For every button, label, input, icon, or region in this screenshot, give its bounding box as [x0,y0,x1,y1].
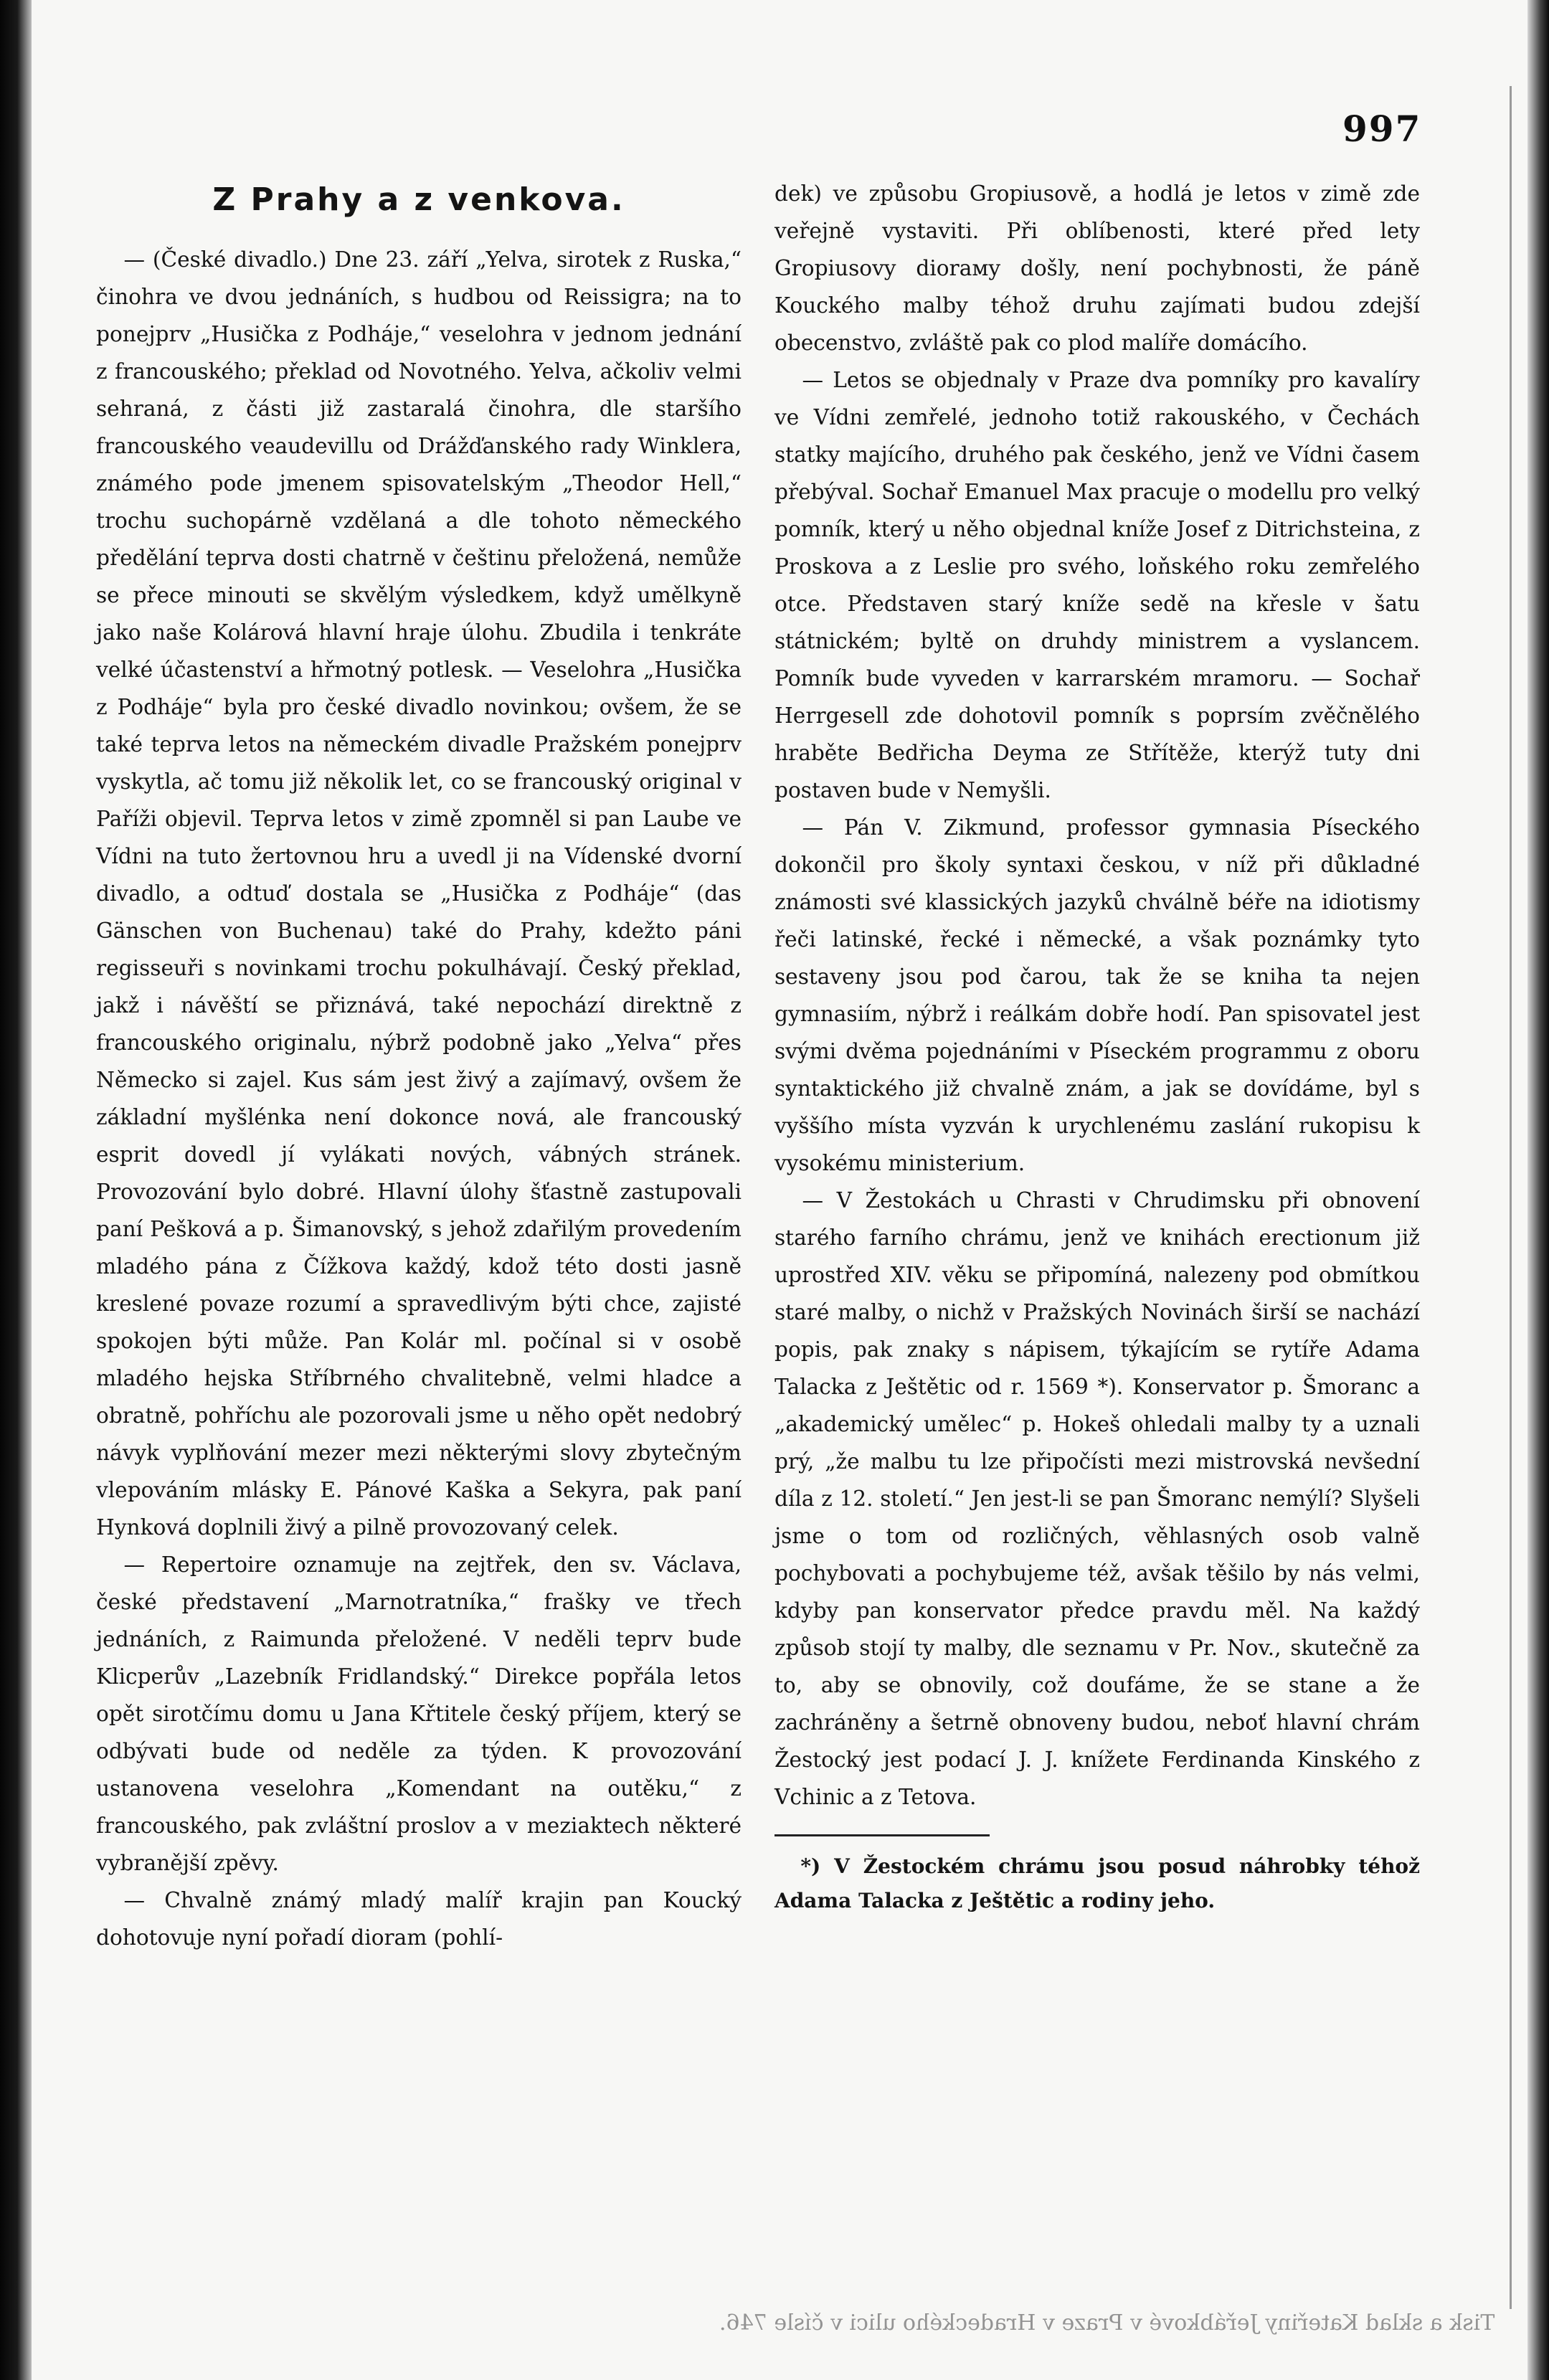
section-title: Z Prahy a z venkova. [212,181,625,218]
right-column [774,175,1420,1918]
scan-left-edge [0,0,32,2380]
article-repertoire: — Repertoire oznamuje na zejtřek, den sv. Václava, české představení „Marnotratníka,“ frašky ve třech jednáních, z Raimunda přeložené. V neděli teprv bude Klicperův „Lazebník Fridlandský.“ Direkce popřála letos opět sirotčímu domu u Jana Křtitele český příjem, který se odbývati bude od neděle za týden. K provozování ustanovena veselohra „Komendant na outěku,“ z francouského, pak zvláštní proslov a v meziaktech některé vybranější zpěvy. [96,1552,742,1875]
article-zestoky: — V Žestokách u Chrasti v Chrudimsku při obnovení starého farního chrámu, jenž ve knihách erectionum již uprostřed XIV. věku se připomíná, nalezeny pod obmítkou staré malby, o nichž v Pražských Novinách širší se nachází popis, pak znaky s nápisem, týkajícím se rytíře Adama Talacka z Ještětic od r. 1569 *). Konservator p. Šmoranc a „akademický umělec“ p. Hokeš ohledali malby ty a uznali prý, „že malbu tu lze připočísti mezi mistrovská nevšední díla z 12. století.“ Jen jest-li se pan Šmoranc nemýlí? Slyšeli jsme o tom od rozličných, věhlasných osob valně pochybovati a pochybujeme též, avšak těšilo by nás velmi, kdyby pan konservator předce pravdu měl. Na každý způsob stojí ty malby, dle seznamu v Pr. Nov., skutečně za to, aby se obnovily, což doufáme, že se stane a že zachráněny a šetrně obnoveny budou, neboť hlavní chrám Žestocký jest podací J. J. knížete Ferdinanda Kinského z Vchinic a z Tetova. [774,1188,1420,1809]
article-zikmund: — Pán V. Zikmund, professor gymnasia Píseckého dokončil pro školy syntaxi českou, v níž při důkladné známosti své klassických jazyků chválně béře na idiotismy řeči latinské, řecké i německé, a však poznámky tyto sestaveny jsou pod čarou, tak že se kniha ta nejen gymnasiím, nýbrž i reálkám dobře hodí. Pan spisovatel jest svými dvěma pojednáními v Píseckém programmu z oboru syntaktického již chvalně znám, a jak se dovídáme, byl s vyššího místa vyzván k urychlenému zaslání rukopisu k vysokému ministerium. [774,815,1420,1175]
scan-right-edge [1527,0,1549,2380]
footnote: *) V Žestockém chrámu jsou posud náhrobky téhož Adama Talacka z Ještětic a rodiny jeho. [774,1854,1420,1912]
article-divadlo: — (České divadlo.) Dne 23. září „Yelva, sirotek z Ruska,“ činohra ve dvou jednáních, s hudbou od Reissigra; na to ponejprv „Husička z Podháje,“ veselohra v jednom jednání z francouského; překlad od Novotného. Yelva, ačkoliv velmi sehraná, z části již zastaralá činohra, dle staršího francouského veaudevillu od Drážďanského rady Winklera, známého pode jmenem spisovatelským „Theodor Hell,“ trochu suchopárně vzdělaná a dle tohoto německého předělání teprva dosti chatrně v češtinu přeložená, nemůže se přece minouti se skvělým výsledkem, když umělkyně jako naše Kolárová hlavní hraje úlohu. Zbudila i tenkráte velké účastenství a hřmotný potlesk. — Veselohra „Husička z Podháje“ byla pro české divadlo novinkou; ovšem, že se také teprva letos na německém divadle Pražském ponejprv vyskytla, ač tomu již několik let, co se francouský original v Paříži objevil. Teprva letos v zimě zpomněl si pan Laube ve Vídni na tuto žertovnou hru a uvedl ji na Vídenské dvorní divadlo, a odtuď dostala se „Husička z Podháje“ (das Gänschen von Buchenau) také do Prahy, kdežto páni regisseuři s novinkami trochu pokulhávají. Český překlad, jakž i návěští se přiznává, také nepochází direktně z francouského originalu, nýbrž podobně jako „Yelva“ přes Německo si zajel. Kus sám jest živý a zajímavý, ovšem že základní myšlénka není dokonce nová, ale francouský esprit dovedl jí vylákati nových, vábných stránek. Provozování bylo dobré. Hlavní úlohy šťastně zastupovali paní Pešková a p. Šimanovský, s jehož zdařilým provedením mladého pána z Čížkova každý, kdož této dosti jasně kreslené povaze rozumí a spravedlivým býti chce, zajisté spokojen býti může. Pan Kolár ml. počínal si v osobě mladého hejska Stříbrného chvalitebně, velmi hladce a obratně, pohříchu ale pozorovali jsme u něho opět nedobrý návyk vyplňování mezer mezi některými slovy zbytečným vlepováním mlásky E. Pánové Kaška a Sekyra, pak paní Hynková doplnili živý a pilně provozovaný celek. [96,247,742,1540]
article-koucky: — Chvalně známý mladý malíř krajin pan Koucký dohotovuje nyní pořadí dioram (pohlí- [96,1888,742,1950]
bleed-through-imprint [32,2303,1523,2343]
article-pomniky: — Letos se objednaly v Praze dva pomníky pro kavalíry ve Vídni zemřelé, jednoho totiž rakouského, v Čechách statky majícího, druhého pak českého, jenž ve Vídni časem přebýval. Sochař Emanuel Max pracuje o modellu pro velký pomník, který u něho objednal kníže Josef z Ditrichsteina, z Proskova a z Leslie pro svého, loňského roku zemřelého otce. Představen starý kníže sedě na křesle v šatu státnickém; byltě on druhdy ministrem a vyslancem. Pomník bude vyveden v karrarském mramoru. — Sochař Herrgesell zde dohotovil pomník s poprsím zvěčnělého hraběte Bedřicha Deyma ze Střítěže, kterýž tuty dni postaven bude v Nemyšli. [774,368,1420,802]
imprint-text: Tisk a sklad Kateřiny Jeřábkové v Praze v Hradeckého ulici v čísle 746. [719,2310,1494,2336]
left-column [96,175,742,1956]
footnote-divider [774,1834,990,1836]
article-koucky-continued: dek) ve způsobu Gropiusově, a hodlá je letos v zimě zde veřejně vystaviti. Při oblíbenosti, které před lety Gropiusovy diorамy došly, není pochybnosti, že páně Kouckého malby téhož druhu zajímati budou zdejší obecenstvo, zvláště pak co plod malíře domácího. [774,181,1420,355]
scan-page-crease [1510,86,1512,2309]
page-number: 997 [1342,108,1422,150]
